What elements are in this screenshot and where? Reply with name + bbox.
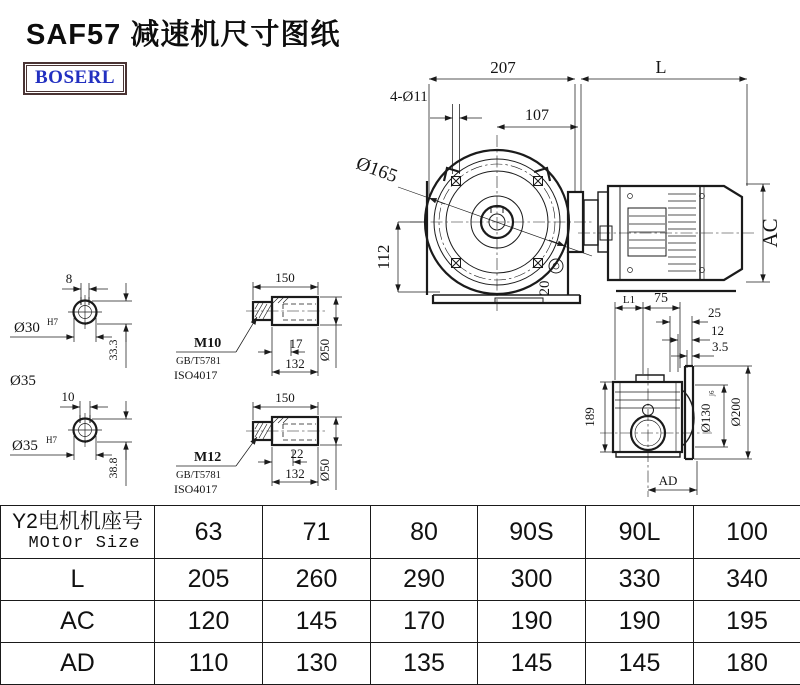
dim-bore-d30-fit: H7 bbox=[47, 317, 58, 327]
dim-3-5: 3.5 bbox=[712, 339, 728, 354]
hollow-shaft-bottom-view bbox=[10, 389, 132, 486]
dim-keyway-8: 8 bbox=[66, 271, 73, 286]
dim-d130: Ø130 bbox=[698, 404, 713, 433]
dim-bore-d35: Ø35 bbox=[12, 438, 38, 454]
dim-d130-fit: j6 bbox=[708, 390, 716, 397]
shaft1-std-iso: ISO4017 bbox=[174, 368, 217, 382]
shaft-dia-35-label: Ø35 bbox=[10, 373, 36, 389]
dim-shaft2-150: 150 bbox=[275, 390, 295, 405]
dim-bore-d35-fit: H7 bbox=[46, 435, 57, 445]
L-value: 290 bbox=[371, 559, 478, 601]
dim-bore-d30: Ø30 bbox=[14, 320, 40, 336]
motor-size-header-en: MOtOr Size bbox=[1, 534, 154, 554]
AC-value: 190 bbox=[478, 601, 586, 643]
dim-107: 107 bbox=[525, 107, 549, 124]
dim-d200: Ø200 bbox=[728, 398, 743, 427]
row-label-AD: AD bbox=[1, 643, 155, 685]
shaft2-thread-label: M12 bbox=[194, 450, 221, 465]
dim-25: 25 bbox=[708, 305, 721, 320]
table-row-AD bbox=[1, 643, 800, 685]
shaft2-std-gb: GB/T5781 bbox=[176, 470, 221, 481]
AC-value: 195 bbox=[694, 601, 800, 643]
motor-size-90s: 90S bbox=[478, 506, 586, 559]
motor-size-100: 100 bbox=[694, 506, 800, 559]
motor-size-63: 63 bbox=[155, 506, 263, 559]
dim-shaft1-150: 150 bbox=[275, 270, 295, 285]
shaft1-std-gb: GB/T5781 bbox=[176, 356, 221, 367]
shaft2-std-iso: ISO4017 bbox=[174, 482, 217, 496]
dim-keyway-depth-33-3: 33.3 bbox=[106, 340, 120, 361]
dim-shaft2-22: 22 bbox=[291, 446, 304, 461]
solid-shaft-bottom-view bbox=[174, 390, 342, 496]
motor-size-header-cn: Y2电机机座号 bbox=[1, 510, 154, 534]
page-title: SAF57 减速机尺寸图纸 bbox=[26, 12, 340, 53]
AD-value: 135 bbox=[371, 643, 478, 685]
motor-size-71: 71 bbox=[263, 506, 371, 559]
hollow-shaft-top-view bbox=[10, 271, 132, 368]
dim-shaft1-17: 17 bbox=[290, 336, 304, 351]
motor-size-80: 80 bbox=[371, 506, 478, 559]
solid-shaft-top-view bbox=[174, 270, 342, 382]
dimension-table bbox=[0, 505, 800, 685]
dim-d165: Ø165 bbox=[353, 153, 400, 187]
L-value: 260 bbox=[263, 559, 371, 601]
AC-value: 120 bbox=[155, 601, 263, 643]
dim-AD: AD bbox=[659, 473, 678, 488]
dim-207: 207 bbox=[490, 58, 516, 77]
AD-value: 110 bbox=[155, 643, 263, 685]
row-label-AC: AC bbox=[1, 601, 155, 643]
L-value: 330 bbox=[586, 559, 694, 601]
motor-size-90l: 90L bbox=[586, 506, 694, 559]
dim-AC: AC bbox=[758, 218, 782, 247]
AC-value: 170 bbox=[371, 601, 478, 643]
dim-12: 12 bbox=[711, 323, 724, 338]
dim-L: L bbox=[656, 57, 667, 77]
AD-value: 130 bbox=[263, 643, 371, 685]
dim-75: 75 bbox=[654, 291, 668, 306]
dim-shaft1-d50: Ø50 bbox=[317, 339, 332, 361]
dim-shaft2-132: 132 bbox=[285, 466, 305, 481]
dim-shaft2-d50: Ø50 bbox=[317, 459, 332, 481]
dim-keyway-depth-38-8: 38.8 bbox=[106, 458, 120, 479]
dim-189: 189 bbox=[582, 407, 597, 427]
dim-L1: L1 bbox=[623, 294, 635, 306]
brand-logo-text: BOSERL bbox=[26, 65, 124, 92]
dim-112: 112 bbox=[374, 245, 393, 270]
AD-value: 180 bbox=[694, 643, 800, 685]
side-view-drawing bbox=[600, 366, 712, 497]
AD-value: 145 bbox=[478, 643, 586, 685]
AC-value: 145 bbox=[263, 601, 371, 643]
AC-value: 190 bbox=[586, 601, 694, 643]
motor-size-header-cell bbox=[1, 506, 155, 559]
shaft1-thread-label: M10 bbox=[194, 336, 221, 351]
side-view-dimensions bbox=[582, 291, 752, 495]
dim-keyway-10: 10 bbox=[62, 389, 75, 404]
AD-value: 145 bbox=[586, 643, 694, 685]
L-value: 340 bbox=[694, 559, 800, 601]
table-row-L bbox=[1, 559, 800, 601]
row-label-L: L bbox=[1, 559, 155, 601]
dim-4xd11: 4-Ø11 bbox=[390, 89, 428, 105]
table-row-AC bbox=[1, 601, 800, 643]
dim-shaft1-132: 132 bbox=[285, 356, 305, 371]
L-value: 205 bbox=[155, 559, 263, 601]
front-view-drawing bbox=[410, 135, 756, 312]
dim-20: 20 bbox=[537, 281, 553, 296]
table-header-row bbox=[1, 506, 800, 559]
L-value: 300 bbox=[478, 559, 586, 601]
